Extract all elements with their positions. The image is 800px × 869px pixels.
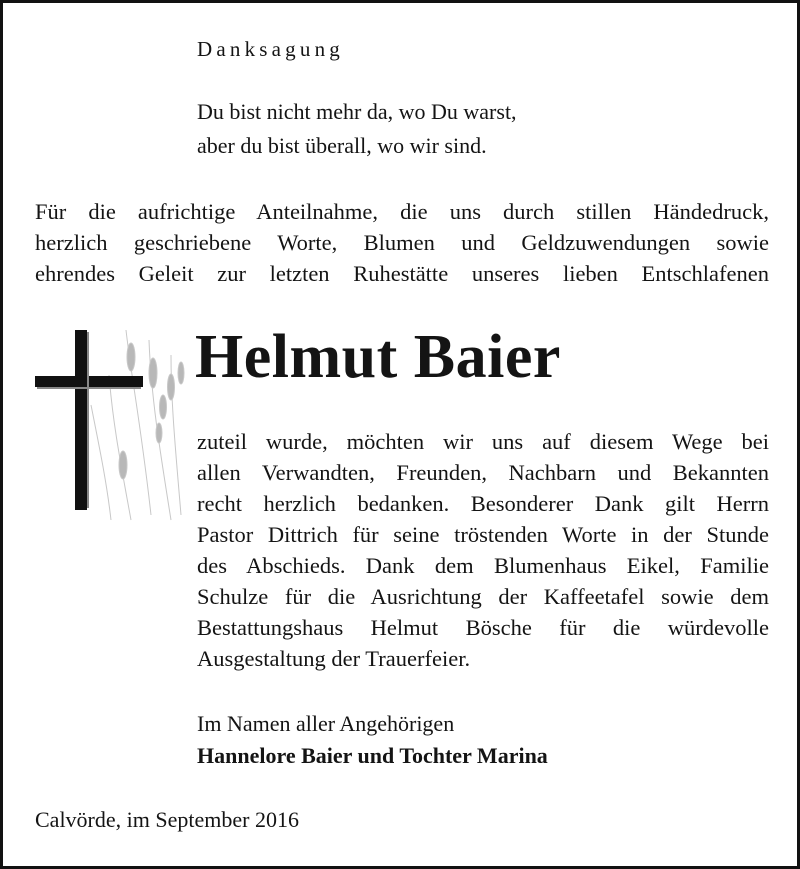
body-line: des Abschieds. Dank dem Blumenhaus Eikel, Familie — [197, 553, 769, 578]
body-line: Pastor Dittrich für seine tröstenden Worte in der Stunde — [197, 522, 769, 547]
heading: Danksagung — [197, 37, 344, 61]
body-line: Schulze für die Ausrichtung der Kaffeetafel sowie dem — [197, 584, 769, 609]
signers: Hannelore Baier und Tochter Marina — [197, 743, 548, 768]
body-line: Ausgestaltung der Trauerfeier. — [197, 646, 471, 671]
intro-line: ehrendes Geleit zur letzten Ruhestätte unseres lieben Entschlafenen — [35, 261, 769, 286]
intro-line: herzlich geschriebene Worte, Blumen und Geldzuwendungen sowie — [35, 230, 769, 255]
cross-with-grass-icon — [31, 315, 201, 525]
intro-line: Für die aufrichtige Anteilnahme, die uns durch stillen Händedruck, — [35, 199, 769, 224]
body-line: recht herzlich bedanken. Besonderer Dank gilt Herrn — [197, 491, 769, 516]
place-date: Calvörde, im September 2016 — [35, 807, 299, 832]
signature-line: Im Namen aller Angehörigen — [197, 711, 455, 736]
body-line: Bestattungshaus Helmut Bösche für die würdevolle — [197, 615, 769, 640]
quote-line: Du bist nicht mehr da, wo Du warst, — [197, 99, 517, 124]
body-line: allen Verwandten, Freunden, Nachbarn und Bekannten — [197, 460, 769, 485]
grass-ears-icon — [91, 330, 184, 520]
quote-line: aber du bist überall, wo wir sind. — [197, 133, 487, 158]
body-line: zuteil wurde, möchten wir uns auf diesem Wege bei — [197, 429, 769, 454]
deceased-name: Helmut Baier — [195, 323, 561, 391]
